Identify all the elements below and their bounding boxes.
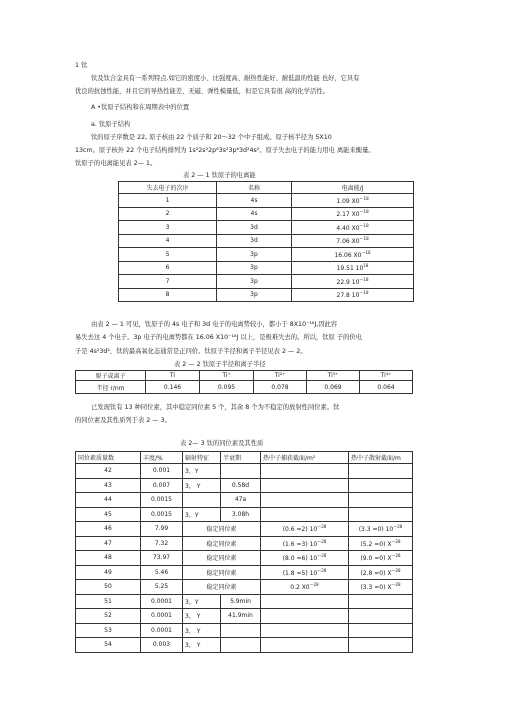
table-row (76, 623, 413, 638)
table2-header: Ti (146, 371, 200, 381)
table-cell: 3， Y (183, 478, 221, 493)
table-cell (349, 507, 413, 522)
table-cell (183, 493, 221, 508)
table-row (76, 594, 413, 609)
table-cell: 54 (76, 638, 141, 653)
table-cell: 0.146 (146, 381, 200, 394)
atom-line-1: 钛的原子序数是 22, 原子核由 22 个质子和 20〜32 个中子组成。原子核半径为 5X10 (91, 134, 332, 141)
table-cell: 52 (76, 609, 141, 624)
table-row (76, 381, 413, 394)
table-cell: 47a (221, 493, 261, 508)
intro-line-2: 优良的抗蚀性能，并且它的导热性能差、无磁、弹性模量低，但是它具有很 高的化学活性。 (75, 88, 329, 95)
table-cell (221, 464, 261, 479)
table-cell: 稳定同位素 (183, 522, 261, 537)
item-a-heading: a. 钛原子结构 (91, 121, 131, 128)
subsection-heading: A •钛原子结构和在周期表中的位置 (91, 104, 190, 111)
table-row (119, 288, 414, 302)
table-cell: 5.9min (221, 594, 261, 609)
table-cell (349, 478, 413, 493)
table1-header: 名称 (217, 182, 292, 194)
table-cell: 51 (76, 594, 141, 609)
table-cell: 47 (76, 536, 141, 551)
table-cell: 3p (217, 275, 292, 289)
table3-header: 半衰期 (221, 452, 261, 464)
table-cell (349, 464, 413, 479)
table-cell: 49 (76, 565, 141, 580)
table-cell (261, 623, 349, 638)
table-cell: 3.08h (221, 507, 261, 522)
table-row (119, 275, 414, 289)
table1-caption: 表 2 — 1 钛原子的电离能 (183, 172, 256, 179)
table2-header: Ti²⁺ (254, 371, 307, 381)
table-cell: 7 (119, 275, 217, 289)
table-cell: 73.97 (141, 551, 183, 566)
table-cell (349, 638, 413, 653)
table-row (76, 522, 413, 537)
table2-header: Ti⁴⁺ (360, 371, 413, 381)
table-cell: 4.40 $X0^{—18}$ (292, 221, 414, 235)
table-cell: 3p (217, 261, 292, 275)
table-cell: 5.46 (141, 565, 183, 580)
table-cell: (1.8 =5) $10^{—28}$ (261, 565, 349, 580)
table-cell: 41.9min (221, 609, 261, 624)
table-cell: 3d (217, 221, 292, 235)
table-cell: 48 (76, 551, 141, 566)
radius-para-line-3: 子是 4s²3d²，钛的最高氧化态通常是正四价。钛原子半径和离子半径见表 2 — 2。 (75, 348, 307, 355)
table-cell: (3.3 =0) $10^{—28}$ (349, 522, 413, 537)
table-cell: 0.0015 (141, 493, 183, 508)
table-cell: 稳定同位素 (183, 551, 261, 566)
table-cell: 0.007 (141, 478, 183, 493)
table-row (76, 507, 413, 522)
table-cell: 7.99 (141, 522, 183, 537)
table-cell: 8 (119, 288, 217, 302)
table-cell (349, 493, 413, 508)
radius-para-line-1: 由表 2 — 1 可见，钛原子的 4s 电子和 3d 电子的电离势较小，都小于 8X10⁻¹⁸J,因此容 (91, 321, 338, 328)
table-cell: 3，Y (183, 507, 221, 522)
table-cell: 27.8 $10^{—18}$ (292, 288, 414, 302)
table-cell (261, 478, 349, 493)
table-row (76, 478, 413, 493)
table1-header: 失去电子的次序 (119, 182, 217, 194)
table-cell: 半径 r/nm (76, 381, 146, 394)
table-cell: 50 (76, 580, 141, 595)
table-cell: 7.32 (141, 536, 183, 551)
table-cell: 1 (119, 194, 217, 208)
table-row (119, 221, 414, 235)
table3-header: 同位素质量数 (76, 452, 141, 464)
table-cell: 3d (217, 234, 292, 248)
table-cell: 3p (217, 288, 292, 302)
table-cell: 0.0001 (141, 594, 183, 609)
table-cell: 16.06 $X0^{—18}$ (292, 248, 414, 262)
table-cell: 5.25 (141, 580, 183, 595)
table2-header: 原子或离子 (76, 371, 146, 381)
atom-line-3: 钛原子的电离能见表 2— 1。 (75, 160, 157, 167)
table-cell: 0.2 $X0^{—28}$ (261, 580, 349, 595)
table3-caption: 表 2— 3 钛的同位素及其性质 (180, 440, 264, 447)
table-cell: 45 (76, 507, 141, 522)
radius-table (75, 370, 413, 394)
table-cell: 2 (119, 207, 217, 221)
table-row (76, 565, 413, 580)
table-cell: 42 (76, 464, 141, 479)
isotope-para-line-1: 已发现钛有 13 种同位素，其中稳定同位素 5 个，其余 8 个为不稳定的放射性同位素。钛 (91, 404, 340, 411)
table-cell: 4s (217, 207, 292, 221)
table-cell: 1.09 $X0^{—18}$ (292, 194, 414, 208)
isotope-para-line-2: 的同位素及其性质列于表 2 — 3。 (75, 417, 171, 424)
table-cell: (9.0 =0) $X^{—28}$ (349, 551, 413, 566)
table-cell: 0.069 (307, 381, 360, 394)
table-row (76, 609, 413, 624)
table-cell: 3，Y (183, 464, 221, 479)
table-cell (261, 638, 349, 653)
table2-header: Ti³⁺ (307, 371, 360, 381)
table-cell: 2.17 $X0^{—18}$ (292, 207, 414, 221)
table-cell: 4s (217, 194, 292, 208)
table-cell: 稳定同位素 (183, 536, 261, 551)
table-row (119, 248, 414, 262)
table-cell: 0.58d (221, 478, 261, 493)
table-cell: 3 (119, 221, 217, 235)
table-cell: 53 (76, 623, 141, 638)
table-row (76, 464, 413, 479)
table-row (76, 551, 413, 566)
table-row (119, 194, 414, 208)
table-cell: 0.095 (200, 381, 254, 394)
table-cell (261, 594, 349, 609)
ionization-table (118, 181, 414, 302)
table-cell: 稳定同位素 (183, 580, 261, 595)
table3-header: 热中子捕获截面/m² (261, 452, 349, 464)
table-cell: 43 (76, 478, 141, 493)
atom-line-2: 13cm。原子核外 22 个电子结构排列为 1s²2s²2p⁶3s²3p⁶3d²4s²。原子失去电子的能力用电 离能来衡量。 (75, 147, 375, 154)
table-cell: 3，Y (183, 594, 221, 609)
table-cell: 5 (119, 248, 217, 262)
table3-header: 辐射特征 (183, 452, 221, 464)
table-cell: 22.9 $10^{—18}$ (292, 275, 414, 289)
table-cell (349, 609, 413, 624)
table-cell: (2.8 =0) $X^{—28}$ (349, 565, 413, 580)
table-cell (221, 638, 261, 653)
table-row (76, 580, 413, 595)
table-cell: (0.6 =2) $10^{—28}$ (261, 522, 349, 537)
table-cell: 3， Y (183, 623, 221, 638)
table-cell: 0.0001 (141, 609, 183, 624)
table-cell: 3， Y (183, 638, 221, 653)
table-cell: (3.3 =0) $X^{—28}$ (349, 580, 413, 595)
table-cell: 19.51 $10^{18}$ (292, 261, 414, 275)
table-cell: 3， Y (183, 609, 221, 624)
table-cell (261, 609, 349, 624)
table-cell: 0.003 (141, 638, 183, 653)
table-cell (349, 594, 413, 609)
table-cell: 44 (76, 493, 141, 508)
table-cell: 0.064 (360, 381, 413, 394)
table-row (119, 234, 414, 248)
table-cell: 稳定同位素 (183, 565, 261, 580)
table3-header: 丰度/% (141, 452, 183, 464)
table-row (119, 207, 414, 221)
table-cell (261, 464, 349, 479)
table-cell: 3p (217, 248, 292, 262)
table-row (76, 536, 413, 551)
table-cell (261, 493, 349, 508)
table-cell: 4 (119, 234, 217, 248)
table-cell: 7.06 $X0^{—18}$ (292, 234, 414, 248)
table-cell: (5.2 =0) $X^{—28}$ (349, 536, 413, 551)
table-row (76, 638, 413, 653)
table-row (76, 493, 413, 508)
table-cell: 46 (76, 522, 141, 537)
table1-header: 电离能/J (292, 182, 414, 194)
table-cell (221, 623, 261, 638)
table-cell: 0.001 (141, 464, 183, 479)
table2-caption: 表 2 — 2 钛原子半径和离子半径 (174, 361, 266, 368)
table-cell: 0.0015 (141, 507, 183, 522)
table-cell: 0.078 (254, 381, 307, 394)
radius-para-line-2: 易失去这 4 个电子。3p 电子的电离势都在 16.06 X10⁻¹⁸J 以上，是极难失去的。所以，钛原 子的价电 (75, 334, 362, 341)
intro-line-1: 钛及钛合金具有一系列特点.如它的密度小、比强度高、耐热性能好、耐低温的性能 也好，它具有 (91, 75, 360, 82)
table-cell: 6 (119, 261, 217, 275)
table2-header: Ti⁺ (200, 371, 254, 381)
table-row (119, 261, 414, 275)
table-cell (261, 507, 349, 522)
section-title: 1 钛 (75, 62, 88, 69)
table-cell: (8.0 =6) $10^{—28}$ (261, 551, 349, 566)
table-cell: (1.6 =3) $10^{—28}$ (261, 536, 349, 551)
table3-header: 热中子散射截面/m (349, 452, 413, 464)
table-cell: 0.0001 (141, 623, 183, 638)
table-cell (349, 623, 413, 638)
isotope-table (75, 451, 413, 653)
